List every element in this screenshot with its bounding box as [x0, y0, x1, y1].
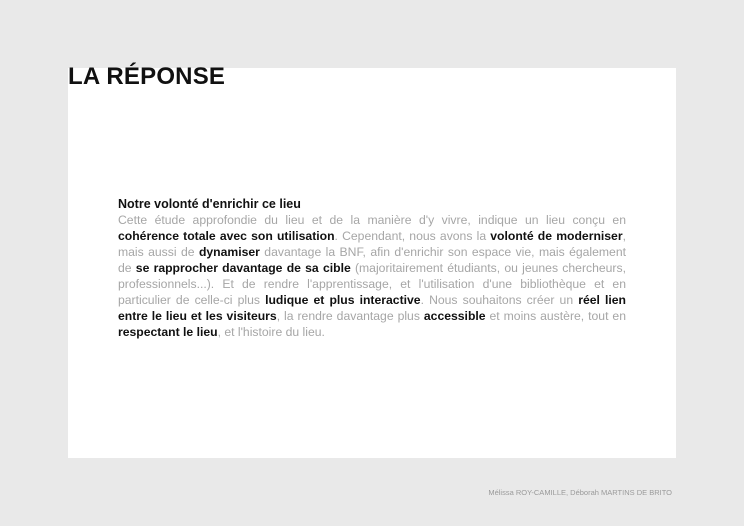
emphasis-text: réel lien entre le lieu et les visiteurs — [118, 293, 626, 323]
body-text-run: Cette étude approfondie du lieu et de la manière d'y vivre, indique un lieu conçu en — [118, 213, 626, 227]
body-text-run: (majoritairement étudiants, ou jeunes chercheurs, professionnels...). Et de rendre l'apprentissage, et l'utilisation d'une bibliothèque et en particulier de celle-ci plus — [118, 261, 626, 307]
page-title: LA RÉPONSE — [68, 63, 226, 90]
emphasis-text: respectant le lieu — [118, 325, 218, 339]
content-block — [118, 196, 626, 340]
body-text-run: , la rendre davantage plus — [276, 309, 424, 323]
footer-credits: Mélissa ROY-CAMILLE, Déborah MARTINS DE BRITO — [488, 488, 672, 497]
body-text-run: et moins austère, tout en — [485, 309, 626, 323]
emphasis-text: se rapprocher davantage de sa cible — [135, 261, 351, 275]
body-text-run: . Cependant, nous avons la — [334, 229, 491, 243]
emphasis-text: ludique et plus interactive — [265, 293, 421, 307]
body-text-run: . Nous souhaitons créer un — [420, 293, 579, 307]
section-heading: Notre volonté d'enrichir ce lieu — [118, 197, 301, 211]
emphasis-text: cohérence totale avec son utilisation — [118, 229, 335, 243]
emphasis-text: volonté de moderniser — [490, 229, 623, 243]
body-paragraph — [118, 212, 626, 340]
emphasis-text: dynamiser — [198, 245, 260, 259]
body-text-run: , et l'histoire du lieu. — [217, 325, 325, 339]
body-text-run: , mais aussi de — [118, 229, 626, 259]
emphasis-text: accessible — [423, 309, 486, 323]
body-text-run: davantage la BNF, afin d'enrichir son espace vie, mais également de — [118, 245, 626, 275]
